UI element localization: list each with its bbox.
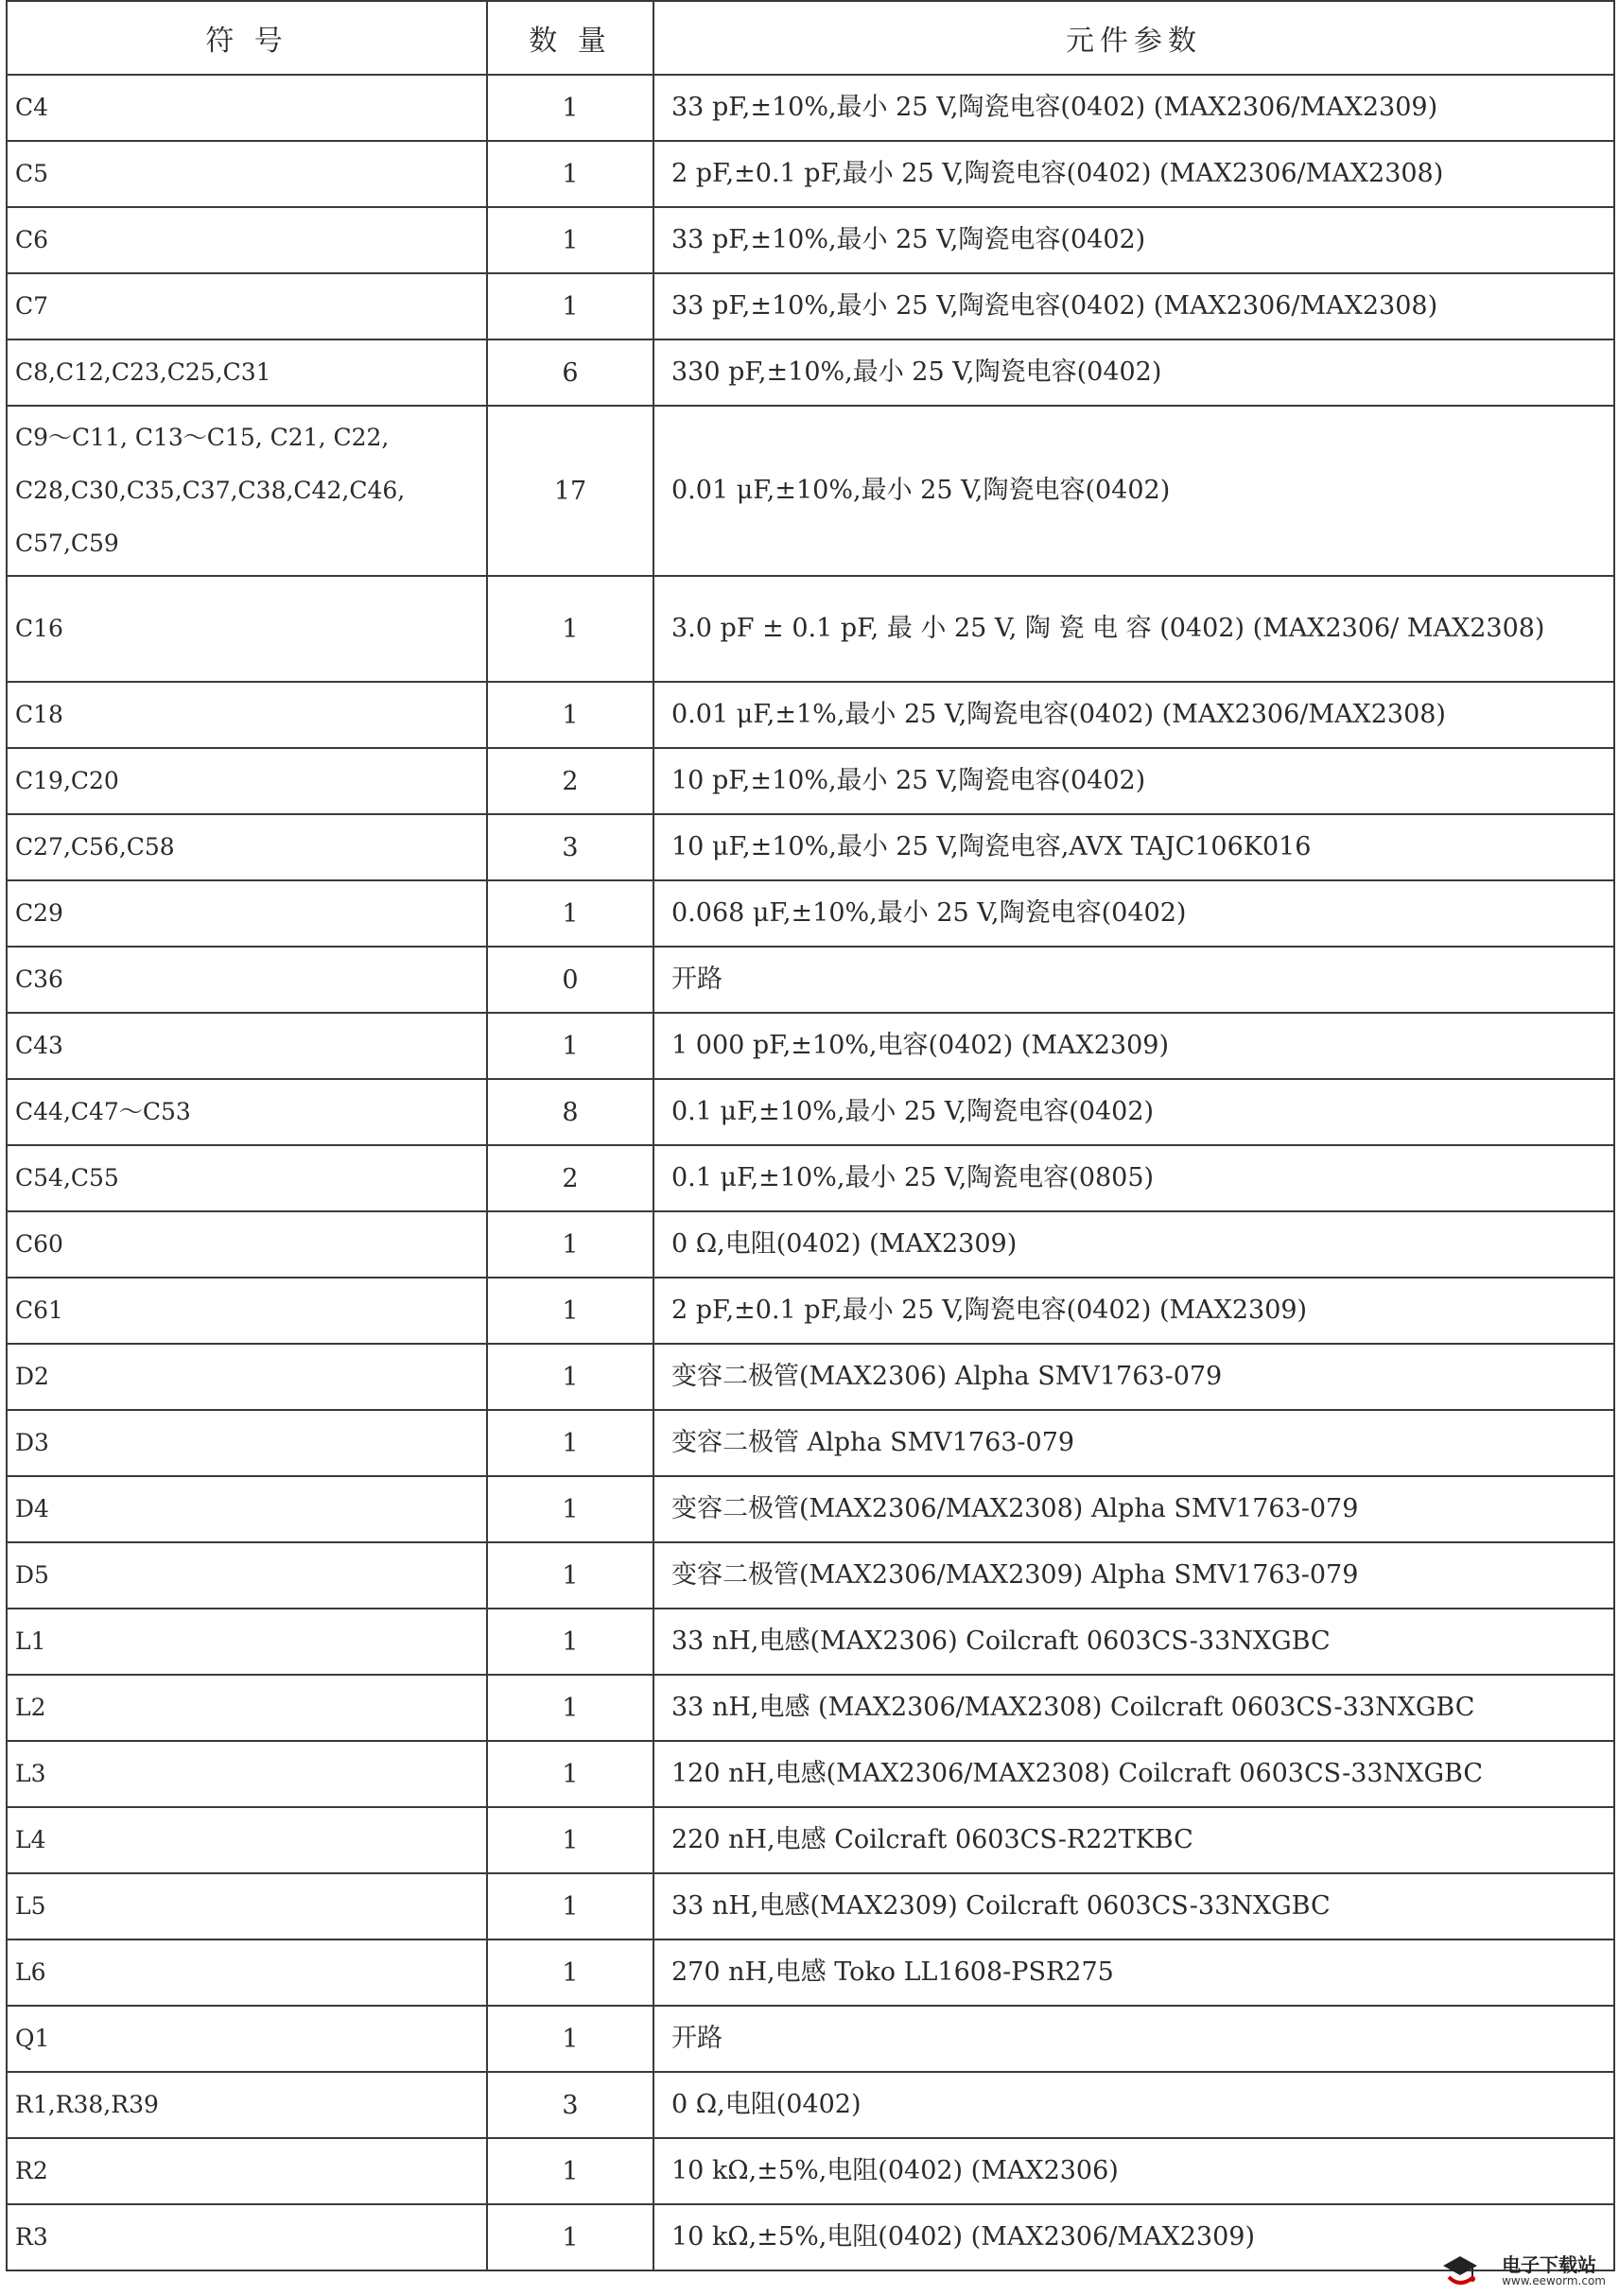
parameters-cell: 0.01 μF,±10%,最小 25 V,陶瓷电容(0402): [653, 406, 1614, 576]
parameters-cell: 10 μF,±10%,最小 25 V,陶瓷电容,AVX TAJC106K016: [653, 814, 1614, 880]
quantity-cell: 1: [487, 576, 653, 682]
quantity-cell: 1: [487, 1873, 653, 1939]
quantity-cell: 1: [487, 2138, 653, 2204]
quantity-cell: 1: [487, 2204, 653, 2270]
quantity-cell: 2: [487, 748, 653, 814]
parameters-cell: 变容二极管 Alpha SMV1763-079: [653, 1410, 1614, 1476]
parameters-cell: 0.01 μF,±1%,最小 25 V,陶瓷电容(0402) (MAX2306/MAX2308): [653, 682, 1614, 748]
quantity-cell: 1: [487, 1211, 653, 1278]
symbol-cell: C7: [7, 273, 487, 339]
table-row: [7, 814, 1614, 880]
quantity-cell: 1: [487, 273, 653, 339]
table-row: [7, 576, 1614, 682]
parameters-cell: 33 nH,电感(MAX2309) Coilcraft 0603CS-33NXGBC: [653, 1873, 1614, 1939]
watermark-url: www.eeworm.com: [1502, 2274, 1606, 2288]
table-row: [7, 1939, 1614, 2006]
quantity-cell: 1: [487, 75, 653, 141]
table-row: [7, 1807, 1614, 1873]
quantity-cell: 1: [487, 1609, 653, 1675]
parameters-cell: 1 000 pF,±10%,电容(0402) (MAX2309): [653, 1013, 1614, 1079]
symbol-cell: C61: [7, 1278, 487, 1344]
table-row: [7, 1873, 1614, 1939]
table-row: [7, 339, 1614, 406]
watermark-logo-icon: [1439, 2253, 1496, 2290]
table-body: [7, 75, 1614, 2270]
parameters-cell: 2 pF,±0.1 pF,最小 25 V,陶瓷电容(0402) (MAX2306/MAX2308): [653, 141, 1614, 207]
symbol-cell: C6: [7, 207, 487, 273]
symbol-cell: Q1: [7, 2006, 487, 2072]
parameters-cell: 120 nH,电感(MAX2306/MAX2308) Coilcraft 0603CS-33NXGBC: [653, 1741, 1614, 1807]
parameters-cell: 开路: [653, 947, 1614, 1013]
symbol-cell: R3: [7, 2204, 487, 2270]
table-row: [7, 748, 1614, 814]
symbol-cell: R1,R38,R39: [7, 2072, 487, 2138]
quantity-cell: 1: [487, 1939, 653, 2006]
table-row: [7, 1079, 1614, 1145]
quantity-cell: 1: [487, 1278, 653, 1344]
quantity-cell: 0: [487, 947, 653, 1013]
symbol-cell: L6: [7, 1939, 487, 2006]
symbol-cell: C9～C11, C13～C15, C21, C22, C28,C30,C35,C37,C38,C42,C46, C57,C59: [7, 406, 487, 576]
quantity-cell: 1: [487, 880, 653, 947]
table-row: [7, 1278, 1614, 1344]
quantity-cell: 1: [487, 207, 653, 273]
component-table: [6, 0, 1615, 2271]
table-row: [7, 1145, 1614, 1211]
quantity-cell: 6: [487, 339, 653, 406]
table-row: [7, 682, 1614, 748]
table-row: [7, 1410, 1614, 1476]
quantity-cell: 2: [487, 1145, 653, 1211]
quantity-cell: 1: [487, 1344, 653, 1410]
quantity-cell: 1: [487, 1542, 653, 1609]
symbol-cell: C36: [7, 947, 487, 1013]
quantity-cell: 1: [487, 2006, 653, 2072]
table-row: [7, 1542, 1614, 1609]
quantity-cell: 1: [487, 1675, 653, 1741]
quantity-cell: 1: [487, 1807, 653, 1873]
parameters-cell: 3.0 pF ± 0.1 pF, 最 小 25 V, 陶 瓷 电 容 (0402) (MAX2306/ MAX2308): [653, 576, 1614, 682]
symbol-cell: C60: [7, 1211, 487, 1278]
symbol-cell: C54,C55: [7, 1145, 487, 1211]
table-row: [7, 2204, 1614, 2270]
table-row: [7, 1211, 1614, 1278]
symbol-cell: D2: [7, 1344, 487, 1410]
symbol-cell: C18: [7, 682, 487, 748]
symbol-cell: C44,C47～C53: [7, 1079, 487, 1145]
table-row: [7, 880, 1614, 947]
symbol-cell: C29: [7, 880, 487, 947]
symbol-cell: L3: [7, 1741, 487, 1807]
watermark-brand: 电子下载站: [1502, 2253, 1597, 2277]
parameters-cell: 33 nH,电感 (MAX2306/MAX2308) Coilcraft 0603CS-33NXGBC: [653, 1675, 1614, 1741]
symbol-cell: D5: [7, 1542, 487, 1609]
parameters-cell: 变容二极管(MAX2306/MAX2309) Alpha SMV1763-079: [653, 1542, 1614, 1609]
parameters-cell: 33 nH,电感(MAX2306) Coilcraft 0603CS-33NXGBC: [653, 1609, 1614, 1675]
quantity-cell: 1: [487, 1741, 653, 1807]
parameters-cell: 33 pF,±10%,最小 25 V,陶瓷电容(0402) (MAX2306/MAX2309): [653, 75, 1614, 141]
symbol-cell: L5: [7, 1873, 487, 1939]
symbol-cell: C16: [7, 576, 487, 682]
parameters-cell: 0.1 μF,±10%,最小 25 V,陶瓷电容(0805): [653, 1145, 1614, 1211]
parameters-cell: 10 pF,±10%,最小 25 V,陶瓷电容(0402): [653, 748, 1614, 814]
table-row: [7, 406, 1614, 576]
parameters-cell: 270 nH,电感 Toko LL1608-PSR275: [653, 1939, 1614, 2006]
parameters-cell: 10 kΩ,±5%,电阻(0402) (MAX2306/MAX2309): [653, 2204, 1614, 2270]
quantity-cell: 1: [487, 1410, 653, 1476]
table-row: [7, 1675, 1614, 1741]
header-symbol: 符 号: [7, 1, 487, 75]
table-row: [7, 1609, 1614, 1675]
parameters-cell: 0 Ω,电阻(0402) (MAX2309): [653, 1211, 1614, 1278]
symbol-cell: D3: [7, 1410, 487, 1476]
symbol-cell: C27,C56,C58: [7, 814, 487, 880]
parameters-cell: 33 pF,±10%,最小 25 V,陶瓷电容(0402) (MAX2306/MAX2308): [653, 273, 1614, 339]
parameters-cell: 0 Ω,电阻(0402): [653, 2072, 1614, 2138]
table-row: [7, 207, 1614, 273]
parameters-cell: 2 pF,±0.1 pF,最小 25 V,陶瓷电容(0402) (MAX2309): [653, 1278, 1614, 1344]
parameters-cell: 0.068 μF,±10%,最小 25 V,陶瓷电容(0402): [653, 880, 1614, 947]
parameters-cell: 变容二极管(MAX2306) Alpha SMV1763-079: [653, 1344, 1614, 1410]
symbol-cell: L1: [7, 1609, 487, 1675]
parameters-cell: 330 pF,±10%,最小 25 V,陶瓷电容(0402): [653, 339, 1614, 406]
parameters-cell: 10 kΩ,±5%,电阻(0402) (MAX2306): [653, 2138, 1614, 2204]
table-row: [7, 1476, 1614, 1542]
symbol-cell: L4: [7, 1807, 487, 1873]
table-header-row: [7, 1, 1614, 75]
table-row: [7, 2006, 1614, 2072]
symbol-cell: C5: [7, 141, 487, 207]
quantity-cell: 1: [487, 682, 653, 748]
parameters-cell: 220 nH,电感 Coilcraft 0603CS-R22TKBC: [653, 1807, 1614, 1873]
header-quantity: 数 量: [487, 1, 653, 75]
quantity-cell: 1: [487, 141, 653, 207]
table-row: [7, 2138, 1614, 2204]
table-row: [7, 75, 1614, 141]
symbol-cell: C43: [7, 1013, 487, 1079]
quantity-cell: 1: [487, 1013, 653, 1079]
header-parameters: 元件参数: [653, 1, 1614, 75]
quantity-cell: 8: [487, 1079, 653, 1145]
table-row: [7, 947, 1614, 1013]
parameters-cell: 33 pF,±10%,最小 25 V,陶瓷电容(0402): [653, 207, 1614, 273]
table-row: [7, 2072, 1614, 2138]
symbol-cell: D4: [7, 1476, 487, 1542]
symbol-cell: L2: [7, 1675, 487, 1741]
table-row: [7, 141, 1614, 207]
quantity-cell: 3: [487, 814, 653, 880]
quantity-cell: 1: [487, 1476, 653, 1542]
symbol-cell: C4: [7, 75, 487, 141]
symbol-cell: C19,C20: [7, 748, 487, 814]
parameters-cell: 变容二极管(MAX2306/MAX2308) Alpha SMV1763-079: [653, 1476, 1614, 1542]
table-row: [7, 1344, 1614, 1410]
quantity-cell: 3: [487, 2072, 653, 2138]
watermark: [1439, 2253, 1606, 2290]
table-row: [7, 1013, 1614, 1079]
table-row: [7, 273, 1614, 339]
symbol-cell: C8,C12,C23,C25,C31: [7, 339, 487, 406]
table-row: [7, 1741, 1614, 1807]
parameters-cell: 开路: [653, 2006, 1614, 2072]
quantity-cell: 17: [487, 406, 653, 576]
symbol-cell: R2: [7, 2138, 487, 2204]
parameters-cell: 0.1 μF,±10%,最小 25 V,陶瓷电容(0402): [653, 1079, 1614, 1145]
